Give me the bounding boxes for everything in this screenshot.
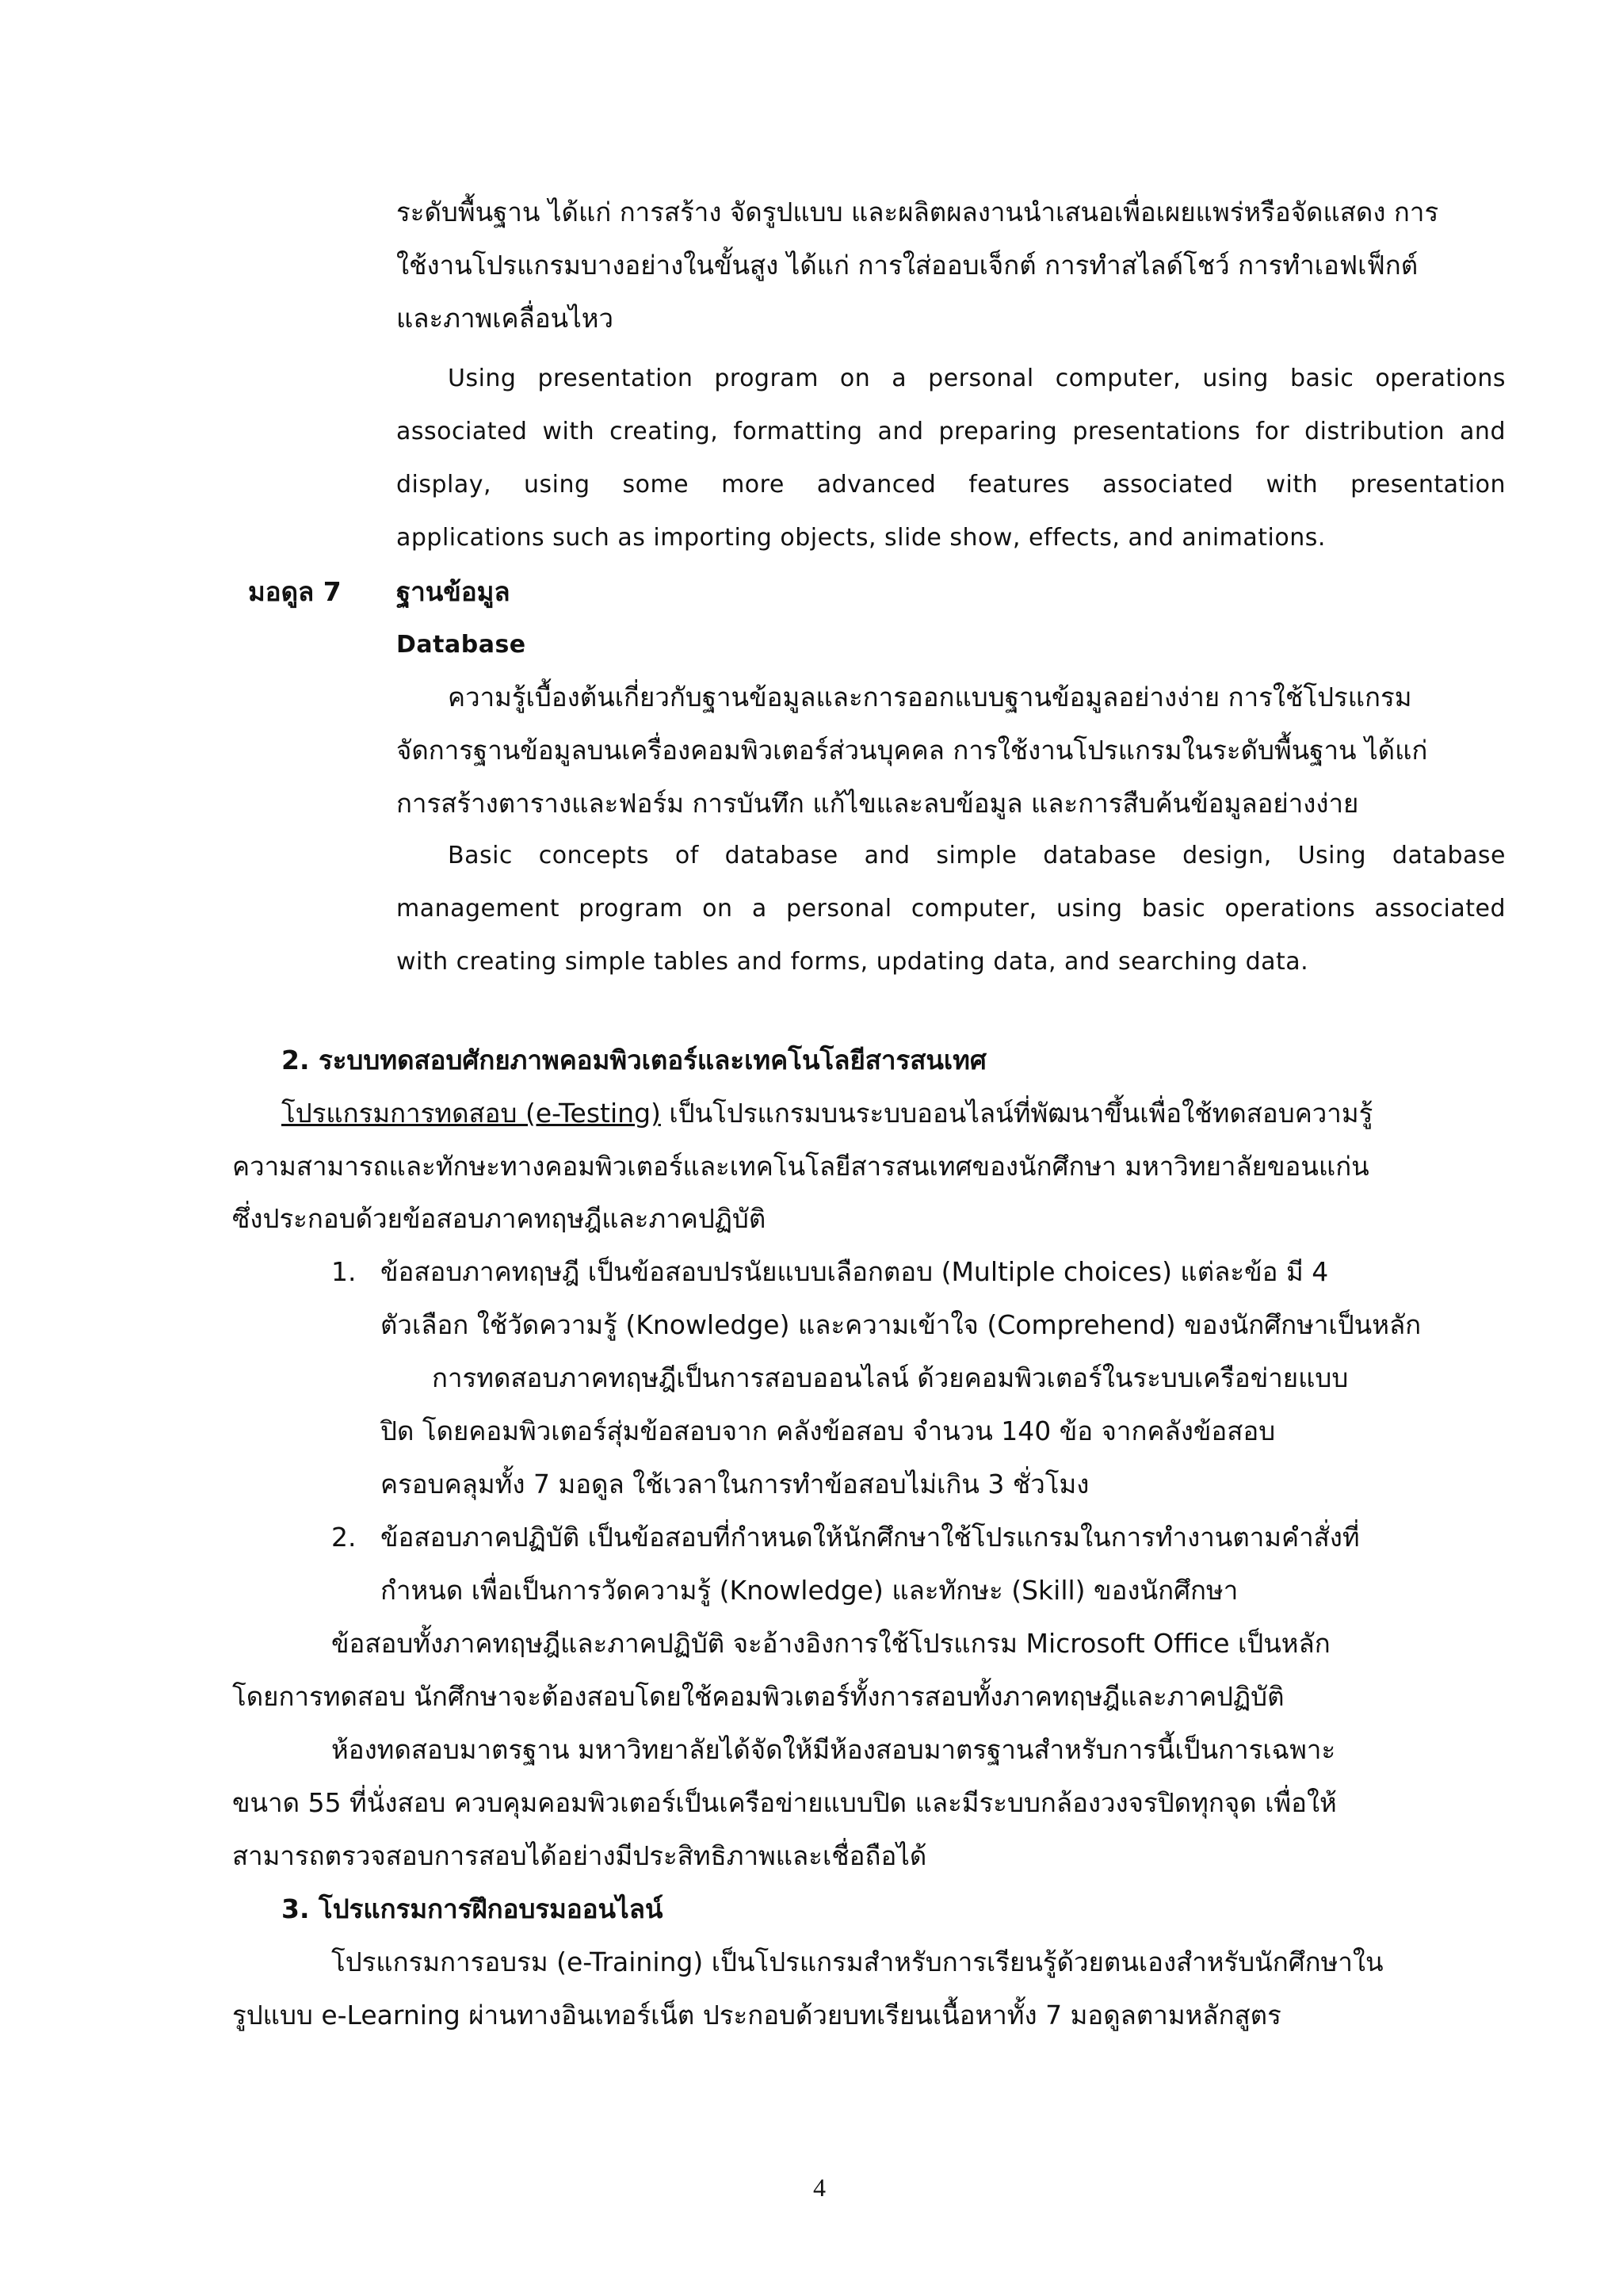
item1-marker: 1. (331, 1256, 357, 1287)
module7-th-line-2: จัดการฐานข้อมูลบนเครื่องคอมพิวเตอร์ส่วนบุคคล การใช้งานโปรแกรมในระดับพื้นฐาน ได้แก่ (396, 735, 1428, 766)
module6-th-line-3: และภาพเคลื่อนไหว (396, 303, 614, 334)
room-para-line-2: ขนาด 55 ที่นั่งสอบ ควบคุมคอมพิวเตอร์เป็นเครือข่ายแบบปิด และมีระบบกล้องวงจรปิดทุกจุด เพื่อให้ (232, 1787, 1337, 1818)
module7-en-line-2: management program on a personal computer, using basic operations associated (396, 895, 1506, 923)
module6-en-line-4: applications such as importing objects, slide show, effects, and animations. (396, 524, 1326, 552)
section2-intro-line-3: ซึ่งประกอบด้วยข้อสอบภาคทฤษฎีและภาคปฏิบัติ (232, 1203, 766, 1234)
section3-heading: 3. โปรแกรมการฝึกอบรมออนไลน์ (281, 1893, 663, 1924)
item1-line-1: ข้อสอบภาคทฤษฎี เป็นข้อสอบปรนัยแบบเลือกตอบ (Multiple choices) แต่ละข้อ มี 4 (380, 1256, 1329, 1287)
module7-th-line-1: ความรู้เบื้องต้นเกี่ยวกับฐานข้อมูลและการออกแบบฐานข้อมูลอย่างง่าย การใช้โปรแกรม (448, 682, 1412, 712)
item1-line-3: การทดสอบภาคทฤษฎีเป็นการสอบออนไลน์ ด้วยคอมพิวเตอร์ในระบบเครือข่ายแบบ (432, 1362, 1349, 1393)
module7-title-en: Database (396, 631, 526, 659)
section2-intro-line-2: ความสามารถและทักษะทางคอมพิวเตอร์และเทคโนโลยีสารสนเทศของนักศึกษา มหาวิทยาลัยขอนแก่น (232, 1151, 1369, 1182)
section3-line-2: รูปแบบ e-Learning ผ่านทางอินเทอร์เน็ต ประกอบด้วยบทเรียนเนื้อหาทั้ง 7 มอดูลตามหลักสูตร (232, 2000, 1281, 2030)
module7-en-line-1: Basic concepts of database and simple database design, Using database (448, 842, 1506, 869)
module7-th-line-3: การสร้างตารางและฟอร์ม การบันทึก แก้ไขและลบข้อมูล และการสืบค้นข้อมูลอย่างง่าย (396, 788, 1359, 819)
section3-line-1: โปรแกรมการอบรม (e-Training) เป็นโปรแกรมสำหรับการเรียนรู้ด้วยตนเองสำหรับนักศึกษาใน (331, 1946, 1384, 1977)
section2-heading: 2. ระบบทดสอบศักยภาพคอมพิวเตอร์และเทคโนโลยีสารสนเทศ (281, 1045, 987, 1075)
item2-line-2: กำหนด เพื่อเป็นการวัดความรู้ (Knowledge) และทักษะ (Skill) ของนักศึกษา (380, 1575, 1239, 1606)
etesting-program-link: โปรแกรมการทดสอบ (e-Testing) (281, 1098, 661, 1129)
module6-en-line-2: associated with creating, formatting and preparing presentations for distribution and (396, 418, 1506, 445)
section2-intro-rest: เป็นโปรแกรมบนระบบออนไลน์ที่พัฒนาขึ้นเพื่อใช้ทดสอบความรู้ (660, 1098, 1373, 1129)
module6-en-line-3: display, using some more advanced features associated with presentation (396, 471, 1506, 499)
item1-line-2: ตัวเลือก ใช้วัดความรู้ (Knowledge) และความเข้าใจ (Comprehend) ของนักศึกษาเป็นหลัก (380, 1309, 1422, 1340)
office-para-line-1: ข้อสอบทั้งภาคทฤษฎีและภาคปฏิบัติ จะอ้างอิงการใช้โปรแกรม Microsoft Office เป็นหลัก (331, 1628, 1331, 1659)
module7-en-line-3: with creating simple tables and forms, updating data, and searching data. (396, 948, 1309, 976)
item2-line-1: ข้อสอบภาคปฏิบัติ เป็นข้อสอบที่กำหนดให้นักศึกษาใช้โปรแกรมในการทำงานตามคำสั่งที่ (380, 1522, 1360, 1553)
section2-intro-line-1 (281, 1096, 1373, 1131)
room-para-line-3: สามารถตรวจสอบการสอบได้อย่างมีประสิทธิภาพและเชื่อถือได้ (232, 1840, 927, 1871)
module7-title-th: ฐานข้อมูล (396, 576, 510, 607)
module6-th-line-1: ระดับพื้นฐาน ได้แก่ การสร้าง จัดรูปแบบ และผลิตผลงานนำเสนอเพื่อเผยแพร่หรือจัดแสดง การ (396, 197, 1439, 227)
item1-line-5: ครอบคลุมทั้ง 7 มอดูล ใช้เวลาในการทำข้อสอบไม่เกิน 3 ชั่วโมง (380, 1469, 1090, 1499)
module6-th-line-2: ใช้งานโปรแกรมบางอย่างในขั้นสูง ได้แก่ การใส่ออบเจ็กต์ การทำสไลด์โชว์ การทำเอฟเฟ็กต์ (396, 250, 1419, 281)
module7-number: มอดูล 7 (248, 576, 342, 607)
item2-marker: 2. (331, 1522, 357, 1553)
page-number: 4 (813, 2173, 826, 2202)
room-para-line-1: ห้องทดสอบมาตรฐาน มหาวิทยาลัยได้จัดให้มีห้องสอบมาตรฐานสำหรับการนี้เป็นการเฉพาะ (331, 1734, 1336, 1765)
item1-line-4: ปิด โดยคอมพิวเตอร์สุ่มข้อสอบจาก คลังข้อสอบ จำนวน 140 ข้อ จากคลังข้อสอบ (380, 1415, 1276, 1446)
module6-en-line-1: Using presentation program on a personal computer, using basic operations (448, 365, 1506, 392)
office-para-line-2: โดยการทดสอบ นักศึกษาจะต้องสอบโดยใช้คอมพิวเตอร์ทั้งการสอบทั้งภาคทฤษฎีและภาคปฏิบัติ (232, 1681, 1285, 1712)
